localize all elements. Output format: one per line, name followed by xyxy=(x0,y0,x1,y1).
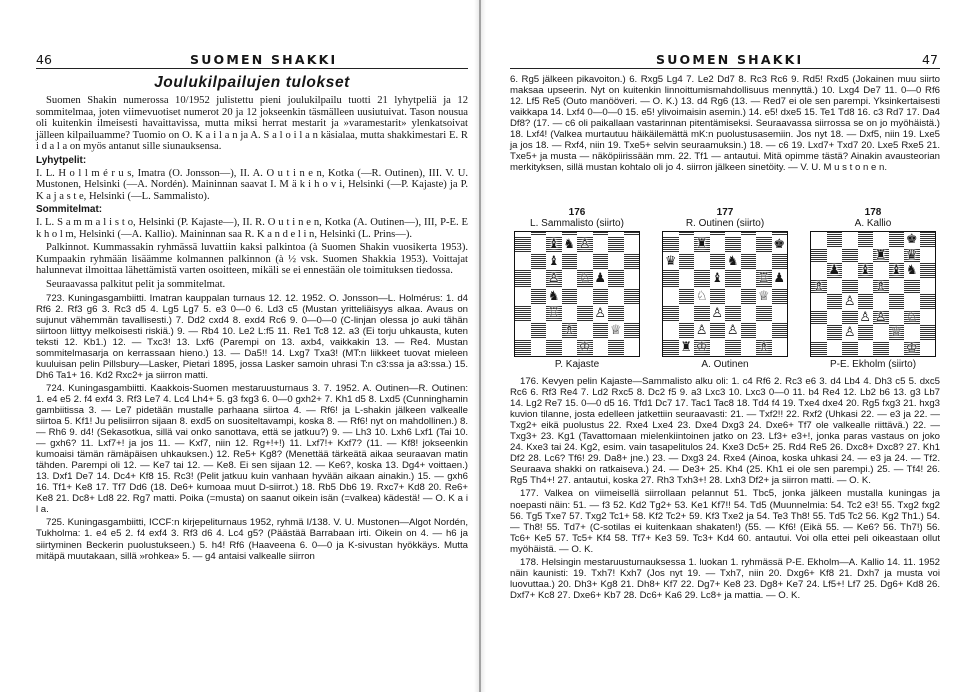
board-square xyxy=(694,339,710,356)
chess-piece-icon: ♙ xyxy=(859,309,872,325)
board-square xyxy=(920,310,936,326)
board-square xyxy=(710,253,726,270)
board-square xyxy=(920,279,936,295)
board-square xyxy=(811,232,827,248)
board-square xyxy=(811,310,827,326)
chess-piece-icon: ♙ xyxy=(874,309,887,325)
palkinnot-paragraph: Palkinnot. Kummassakin ryhmässä luvattiin kaksi palkintoa (à Suomen Shakin vuosikerta 1953). Kumpaakin ryhmään lisäämme kolmannen palkinnon (à ½ vsk. Suomen Shakkia 1953). Voittajat halunnevat ilmoittaa lähettämistä varten osoitteen, mikäli se ei ennestään ole toimituksen tiedossa. xyxy=(36,242,468,277)
board-square xyxy=(546,253,562,270)
chess-piece-icon: ♙ xyxy=(578,237,591,253)
board-square xyxy=(624,236,640,253)
board-square xyxy=(515,322,531,339)
chess-piece-icon: ♘ xyxy=(578,271,591,287)
board-square xyxy=(679,253,695,270)
board-square xyxy=(904,294,920,310)
board-square xyxy=(741,288,757,305)
board-square xyxy=(577,270,593,287)
board-square xyxy=(889,263,905,279)
board-square xyxy=(873,325,889,341)
board-square xyxy=(694,305,710,322)
board-square xyxy=(608,270,624,287)
board-square xyxy=(710,288,726,305)
board-square xyxy=(710,305,726,322)
board-square xyxy=(694,253,710,270)
board-square xyxy=(811,279,827,295)
intro-paragraph: Suomen Shakin numerossa 10/1952 julistettu pieni joulukilpailu tuotti 21 lyhytpeliä ja 12 sommitelmaa, joten viimevuotiset numerot 20 ja 12 jokseenkin täsmälleen uusiutuivat. Tason nousua oli kuitenkin ilmeisesti havaittavissa, mutta miksi herrat mestarit ja »varamestarit» ylenkatsoivat jälleen kilpailuamme? Tuomio on O. K a i l a n ja A. S a l o i l a n käsialaa, mutta shakkimestari E. R i d a l a on myös antanut sille siunauksensa. xyxy=(36,95,468,153)
board-square xyxy=(920,341,936,357)
diagram-176 xyxy=(510,207,644,370)
board-square xyxy=(710,322,726,339)
board-square xyxy=(756,253,772,270)
diagram-178 xyxy=(806,207,940,370)
board-square xyxy=(577,305,593,322)
game-178-notes: 178. Helsingin mestaruusturnauksessa 1. luokan 1. ryhmässä P-E. Ekholm—A. Kallio 14. 11. 1952 näin kaunisti: 19. Txh7! Kxh7 (Jos nyt 19. — Txh7, niin 20. Dxg6+ Kf8 21. Dxh7 ja musta voi luovuttaa.) 20. Dh3+ Kg8 21. Dh8+ Kf7 22. Dg7+ Ke8 23. Dg8+ Ke7 24. Lf5+! Lf7 25. Dg6+ Kd8 26. Dxf7+ Kc8 27. Dxe6+ Kb7 28. Dc6+ Ka6 29. Lc8+ ja mattia. — O. K. xyxy=(510,556,940,601)
diagram-top-player: L. Sammalisto (siirto) xyxy=(530,218,624,229)
board-square xyxy=(624,322,640,339)
board-square xyxy=(842,279,858,295)
board-square xyxy=(725,305,741,322)
board-square xyxy=(827,341,843,357)
board-square xyxy=(577,339,593,356)
board-square xyxy=(562,270,578,287)
article-title: Joulukilpailujen tulokset xyxy=(154,74,350,91)
board-square xyxy=(842,248,858,264)
board-square xyxy=(904,310,920,326)
chess-piece-icon: ♝ xyxy=(859,263,872,279)
chess-piece-icon: ♙ xyxy=(726,322,739,338)
diagram-177 xyxy=(658,207,792,370)
board-square xyxy=(858,279,874,295)
board-square xyxy=(663,305,679,322)
chess-piece-icon: ♔ xyxy=(905,340,918,356)
board-square xyxy=(904,263,920,279)
board-square xyxy=(741,253,757,270)
board-square xyxy=(725,253,741,270)
chess-piece-icon: ♞ xyxy=(905,263,918,279)
board-square xyxy=(624,288,640,305)
board-square xyxy=(741,322,757,339)
board-square xyxy=(624,305,640,322)
board-square xyxy=(858,341,874,357)
board-square xyxy=(608,236,624,253)
board-square xyxy=(663,253,679,270)
chess-piece-icon: ♔ xyxy=(578,339,591,355)
game-724: 724. Kuningasgambiitti. Kaakkois-Suomen mestaruusturnaus 3. 7. 1952. A. Outinen—R. Outinen: 1. e4 e5 2. f4 exf4 3. Rf3 Le7 4. Lc4 Lh4+ 5. g3 fxg3 6. 0—0 gxh2+ 7. Kh1 d5 8. Lxd5 (Cunninghamin gambiitissa 3. — Le7 pidetään mustalle parhaana siirtoa 4. — Rf6! ja L-shakin jälkeen valkealle siirtoa 5. Kf1! Ju pelisiirron sijaan 8. exd5 on suositeltavampi, koska 8. — Rf6! nyt on mahdollinen.) 8. — Rh6 9. d4! (Sekasotkua, sillä vai onko sanottava, että se jatkuu?) 9. — Lh3 10. Lxh6 Lxf1 (Tai 10. — gxh6? 11. Lxf7+! ja jos 11. — Kxf7, niin 12. Rg+!+!) 11. Lxf7!+ Kxf7? (11. — Kf8! jokseenkin kumoaisi tämän rämäpäisen uhkauksen.) 12. Re5+ Kg8? (Menettää tärkeätä aikaa seuraavan matin tähden. Parempi oli 12. — Ke7 tai 12. — Ke8. Ei sen sijaan 12. — Ke6?, koska 13. Dg4+ voittaen.) 13. Dxf1 De7 14. Dc4+ Kf8 15. Rc3! (Pelit jatkuu kuin vanhaan hyvään aikaan ainakin.) 15. — gxh6 16. Tf1+ Ke8 17. Tf7 Dd6 (18. De6+ kumoaa muut D-siirrot.) 18. Rb5 Db6 19. Rxc7+ Kd8 20. Re6+ Ke8 21. Dc8+ Ld8 22. Rg7 matti. Poika (=musta) on saanut oikein isän (=valkea) kädestä! — O. K a i l a. xyxy=(36,382,468,516)
board-square xyxy=(546,305,562,322)
board-square xyxy=(679,305,695,322)
chess-piece-icon: ♙ xyxy=(843,294,856,310)
board-square xyxy=(873,341,889,357)
left-running-head: SUOMEN SHAKKI xyxy=(190,52,338,67)
board-square xyxy=(756,270,772,287)
board-square xyxy=(593,253,609,270)
board-square xyxy=(858,325,874,341)
chess-board xyxy=(810,231,936,357)
chess-piece-icon: ♗ xyxy=(812,278,825,294)
board-square xyxy=(562,339,578,356)
diagram-number: 176 xyxy=(568,207,586,218)
board-square xyxy=(873,263,889,279)
board-square xyxy=(562,305,578,322)
board-square xyxy=(694,270,710,287)
right-page-number: 47 xyxy=(922,52,938,67)
board-square xyxy=(725,322,741,339)
board-square xyxy=(858,232,874,248)
board-square xyxy=(562,253,578,270)
board-square xyxy=(920,325,936,341)
board-square xyxy=(694,322,710,339)
right-running-head: SUOMEN SHAKKI xyxy=(656,52,804,67)
board-square xyxy=(710,236,726,253)
board-square xyxy=(577,253,593,270)
chess-piece-icon: ♝ xyxy=(547,237,560,253)
board-square xyxy=(842,294,858,310)
board-square xyxy=(531,322,547,339)
right-header-rule xyxy=(510,68,940,69)
board-square xyxy=(827,279,843,295)
board-square xyxy=(531,305,547,322)
lyhytpelit-results: I. L. H o l l m é r u s, Imatra (O. Jonsson—), II. A. O u t i n e n, Kotka (—R. Outinen), III. V. U. Mustonen, Helsinki (—A. Nordén). Maininnan saavat I. M ä k i h o v i, Helsinki (—P. Kajaste) ja P. K a j a s t e, Helsinki (—L. Sammalisto). xyxy=(36,167,468,202)
board-square xyxy=(593,339,609,356)
board-square xyxy=(608,305,624,322)
board-square xyxy=(889,294,905,310)
left-text-column xyxy=(36,74,468,564)
chess-piece-icon: ♟ xyxy=(828,263,841,279)
chess-piece-icon: ♙ xyxy=(843,325,856,341)
chess-piece-icon: ♙ xyxy=(695,322,708,338)
chess-piece-icon: ♙ xyxy=(547,271,560,287)
board-square xyxy=(756,288,772,305)
board-square xyxy=(515,270,531,287)
chess-piece-icon: ♚ xyxy=(905,232,918,248)
board-square xyxy=(920,263,936,279)
chess-piece-icon: ♘ xyxy=(695,288,708,304)
diagram-number: 177 xyxy=(716,207,734,218)
board-square xyxy=(811,263,827,279)
board-square xyxy=(889,310,905,326)
board-square xyxy=(694,236,710,253)
board-square xyxy=(515,253,531,270)
right-bottom-column xyxy=(510,376,940,603)
chess-piece-icon: ♗ xyxy=(874,278,887,294)
board-square xyxy=(756,339,772,356)
chess-piece-icon: ♙ xyxy=(711,305,724,321)
board-square xyxy=(562,236,578,253)
board-square xyxy=(663,236,679,253)
chess-piece-icon: ♕ xyxy=(757,288,770,304)
chess-piece-icon: ♔ xyxy=(695,339,708,355)
board-square xyxy=(725,288,741,305)
board-square xyxy=(663,322,679,339)
chess-piece-icon: ♗ xyxy=(757,339,770,355)
chess-piece-icon: ♙ xyxy=(594,305,607,321)
diagram-bottom-player: P. Kajaste xyxy=(554,359,600,370)
chess-piece-icon: ♟ xyxy=(594,271,607,287)
chess-board xyxy=(514,231,640,357)
board-square xyxy=(904,341,920,357)
chess-piece-icon: ♖ xyxy=(757,271,770,287)
board-square xyxy=(842,263,858,279)
board-square xyxy=(873,232,889,248)
diagram-top-player: R. Outinen (siirto) xyxy=(685,218,765,229)
board-square xyxy=(679,270,695,287)
board-square xyxy=(546,288,562,305)
sommitelmat-label: Sommitelmat: xyxy=(36,204,103,216)
chess-piece-icon: ♕ xyxy=(609,322,622,338)
board-square xyxy=(889,341,905,357)
board-square xyxy=(772,270,788,287)
board-square xyxy=(608,322,624,339)
game-723: 723. Kuningasgambiitti. Imatran kauppalan turnaus 12. 12. 1952. O. Jonsson—L. Holmérus: 1. d4 Rf6 2. Rf3 g6 3. Rc3 d5 4. Lg5 Lg7 5. e3 0—0 6. Ld3 c5 (Mustan yritteliäisyys alkaa. Avaus on sujunut vähemmän tavallisesti.) 7. Dd2 cxd4 8. exd4 Rc6 9. 0—0—0 (C-linjan olessa jo auki tähän siirtoon liittyy melkoisesti riskiä.) 9. — Rb4 10. Le2 L:f5 11. Re1 Tc8 12. a3 (Ei torju uhkausta, kuten teksti 12. Kb1.) 12. — Txc3! 13. Lxf6 (Parempi on 13. axb4, vaikkakin 13. — Re4. Mustan sommitelmasarja on kerrassaan hieno.) 13. — Da5!! 14. Lxg7 Txa3! (MT:n liikkeet tuovat mieleen kuuluisan pelin Pillsbury—Lasker, Pietari 1895, jossa Lasker samoin uhrasi T:n c3:ssa ja a3:ssa.) 15. Dh6 Ta1+ 16. Kd2 Rxc2+ ja siirron matti. xyxy=(36,292,468,381)
board-square xyxy=(842,310,858,326)
board-square xyxy=(842,232,858,248)
board-square xyxy=(515,339,531,356)
board-square xyxy=(858,248,874,264)
board-square xyxy=(515,236,531,253)
board-square xyxy=(624,339,640,356)
board-square xyxy=(920,294,936,310)
board-square xyxy=(772,339,788,356)
chess-piece-icon: ♝ xyxy=(547,254,560,270)
board-square xyxy=(608,288,624,305)
seuraavassa-paragraph: Seuraavassa palkitut pelit ja sommitelmat. xyxy=(46,278,226,290)
board-square xyxy=(811,341,827,357)
board-square xyxy=(811,325,827,341)
diagram-top-player: A. Kallio xyxy=(854,218,892,229)
board-square xyxy=(577,288,593,305)
board-square xyxy=(725,270,741,287)
board-square xyxy=(858,294,874,310)
board-square xyxy=(772,322,788,339)
board-square xyxy=(624,253,640,270)
board-square xyxy=(577,322,593,339)
board-square xyxy=(663,339,679,356)
board-square xyxy=(873,294,889,310)
board-square xyxy=(531,253,547,270)
board-square xyxy=(679,339,695,356)
board-square xyxy=(546,236,562,253)
board-square xyxy=(679,236,695,253)
board-square xyxy=(772,288,788,305)
board-square xyxy=(811,248,827,264)
chess-piece-icon: ♗ xyxy=(563,322,576,338)
board-square xyxy=(772,305,788,322)
board-square xyxy=(904,232,920,248)
chess-piece-icon: ♝ xyxy=(711,271,724,287)
board-square xyxy=(663,288,679,305)
diagram-number: 178 xyxy=(864,207,882,218)
board-square xyxy=(858,310,874,326)
board-square xyxy=(873,248,889,264)
board-square xyxy=(515,305,531,322)
board-square xyxy=(710,339,726,356)
board-square xyxy=(608,339,624,356)
chess-piece-icon: ♛ xyxy=(905,247,918,263)
board-square xyxy=(920,232,936,248)
board-square xyxy=(593,270,609,287)
board-square xyxy=(577,236,593,253)
board-square xyxy=(756,305,772,322)
board-square xyxy=(710,270,726,287)
diagram-bottom-player: P-E. Ekholm (siirto) xyxy=(829,359,917,370)
game-176-notes: 176. Kevyen pelin Kajaste—Sammalisto alku oli: 1. c4 Rf6 2. Rc3 e6 3. d4 Lb4 4. Dh3 c5 5. dxc5 Rc6 6. Rf3 Re4 7. Ld2 Rxc5 8. Dc2 f5 9. a3 Lxc3 10. Lxc3 0—0 11. b4 Re4 12. Lb2 b6 13. g3 Lb7 14. Lg2 Re7 15. 0—0 d5 16. Tfd1 Dc7 17. Tac1 Tac8 18. Td4 f4 19. Txe4 dxe4 20. Rg5 fxg3 21. hxg3 kuvion tilanne, josta edelleen jatkettiin seuraavasti: 21. — Txf2!! 22. Rxf2 (Uhkasi 22. — e3 ja 22. — Txg2+ eikä puolustus 22. Rxe4 Lxe4 23. Dxe4 Dxg3 24. Dxe6+ Tf7 ole valkealle riittävä.) 22. — Txg3+ 23. Kg1 (Tavattomaan mielenkiintoinen jatko on 23. Lf3+ e3+!, jonka paras vastaus on joko 24. Kxe3 tai 24. Kg2, esim. vain tasapelitulos 24. Kxe3 Dc5+ 25. Rd4 Re5 26. Dxc8+ Dxc8? 27. Kh1 Df2 28. Lc6? Tf6! 29. Da8+ jne.) 23. — Dxg3 24. Rxe4 (Ainoa, koska uhkasi 24. — e3 ja 24. — Tf2. Seuraava shakki on ratkaiseva.) 24. — De3+ 25. Kh4 (25. Kh1 ei ole sen parempi.) 25. — Tf4! 26. Rg5 Th4+! 27. antautui, koska 27. Rh3 Txh3+! 28. Lxh3 Df2+ ja siirron matti. — O. K. xyxy=(510,376,940,487)
board-square xyxy=(756,236,772,253)
board-square xyxy=(904,279,920,295)
board-square xyxy=(889,248,905,264)
board-square xyxy=(679,288,695,305)
board-square xyxy=(920,248,936,264)
chess-piece-icon: ♖ xyxy=(547,305,560,321)
board-square xyxy=(889,232,905,248)
chess-piece-icon: ♛ xyxy=(664,254,677,270)
board-square xyxy=(741,305,757,322)
board-square xyxy=(827,310,843,326)
board-square xyxy=(531,236,547,253)
board-square xyxy=(679,322,695,339)
board-square xyxy=(593,288,609,305)
board-square xyxy=(889,325,905,341)
board-square xyxy=(827,248,843,264)
board-square xyxy=(624,270,640,287)
chess-piece-icon: ♞ xyxy=(547,288,560,304)
board-square xyxy=(827,263,843,279)
chess-piece-icon: ♕ xyxy=(890,325,903,341)
left-page-number: 46 xyxy=(36,52,52,67)
chess-piece-icon: ♝ xyxy=(890,263,903,279)
board-square xyxy=(772,236,788,253)
board-square xyxy=(562,288,578,305)
chess-piece-icon: ♞ xyxy=(563,237,576,253)
lyhytpelit-label: Lyhytpelit: xyxy=(36,154,87,166)
board-square xyxy=(827,294,843,310)
board-square xyxy=(842,325,858,341)
board-square xyxy=(873,279,889,295)
board-square xyxy=(772,253,788,270)
board-square xyxy=(663,270,679,287)
board-square xyxy=(562,322,578,339)
board-square xyxy=(515,288,531,305)
left-page xyxy=(0,0,476,692)
board-square xyxy=(741,270,757,287)
board-square xyxy=(889,279,905,295)
chess-piece-icon: ♞ xyxy=(726,254,739,270)
board-square xyxy=(531,270,547,287)
board-square xyxy=(694,288,710,305)
chess-piece-icon: ♜ xyxy=(874,247,887,263)
chess-piece-icon: ♚ xyxy=(773,237,786,253)
board-square xyxy=(741,339,757,356)
board-square xyxy=(531,339,547,356)
board-square xyxy=(593,305,609,322)
diagram-bottom-player: A. Outinen xyxy=(701,359,749,370)
board-square xyxy=(608,253,624,270)
chess-piece-icon: ♜ xyxy=(680,339,693,355)
board-square xyxy=(546,322,562,339)
board-square xyxy=(842,341,858,357)
board-square xyxy=(725,339,741,356)
right-page xyxy=(486,0,960,692)
board-square xyxy=(725,236,741,253)
board-square xyxy=(593,322,609,339)
game-725-continuation: 6. Rg5 jälkeen pikavoiton.) 6. Rxg5 Lg4 7. Le2 Dd7 8. Rc3 Rc6 9. Rd5! Rxd5 (Jokainen muu siirto maksaa upseerin. Nyt on kuitenkin linnoittumismahdollisuus mennyttä.) 10. Lxg4 De7 11. 0—0 Rf6 12. Lf5 Re5 (Outo manööveri. — O. K.) 13. d4 Rg6 (13. — Red7 ei ole sen parempi. Yksinkertaisesti vaikkapa 14. Lxf4 0—0—0 15. e5! ylivoimaisin asemin.) 14. e5! dxe5 15. Te1 Td8 16. c3 Rd7 17. Da4 Df8? (17. — c6 oli paikallaan vastarinnan pitentämiseksi. Seuraavassa siirrossa se on jo myöhäistä.) 18. Lxf4! (Valkea murtautuu häikäilemättä mK:n puolustusasemiin. Jos nyt 18. — Dxf5, niin 19. Lxe5 ja jos 18. — Rxf4, niin 19. Txe5+ selvin seuraamuksin.) 18. — c6 19. Lxd7+ Txd7 20. Lxe5 Rxe5 21. Txe5+ ja musta — näköpiirissään mm. 22. Tf1 — antautui. Mitä opimme tästä? Ainakin avausteorian merkityksen, sillä mustan kohtalo oli jo 4. siirron jälkeen sinetöity. — V. U. M u s t o n e n. xyxy=(510,74,940,174)
chess-piece-icon: ♜ xyxy=(695,237,708,253)
board-square xyxy=(904,325,920,341)
game-725: 725. Kuningasgambiitti, ICCF:n kirjepeliturnaus 1952, ryhmä I/138. V. U. Mustonen—Algot Nordén, Tukholma: 1. e4 e5 2. f4 exf4 3. Rf3 d6 4. Lc4 g5? (Päästää Barrabaan irti. Oikein on 4. — h6 ja siirtyminen Beckerin puolustukseen.) 5. h4! Rf6 (Haaveena 6. 0—0 ja K-sivustan hyökkäys. Mutta mitäpä muutakaan, sillä »rohkea» 5. — g4 antaisi valkealle siirron xyxy=(36,517,468,562)
right-top-column xyxy=(510,74,940,175)
board-square xyxy=(531,288,547,305)
board-square xyxy=(593,236,609,253)
board-square xyxy=(756,322,772,339)
chess-board xyxy=(662,231,788,357)
board-square xyxy=(904,248,920,264)
sommitelmat-results: I. L. S a m m a l i s t o, Helsinki (P. Kajaste—), II. R. O u t i n e n, Kotka (A. Outinen—), III, P-E. E k h o l m, Helsinki (—A. Kallio). Maininnan saa R. K a n d e l i n, Helsinki (L. Prins—). xyxy=(36,216,468,240)
chess-piece-icon: ♟ xyxy=(773,271,786,287)
board-square xyxy=(546,339,562,356)
board-square xyxy=(827,325,843,341)
game-177-notes: 177. Valkea on viimeisellä siirrollaan pelannut 51. Tbc5, jonka jälkeen mustalla kuningas ja noepasti näin: 51. — f3 52. Kd2 Tg2+ 53. Ke1 Kf7!! 54. Td5 (Muunnelmia: 54. Tc2 e3! 55. Txg2 fxg2 56. Tg5 Txe7 57. Txg2 Tc1+ 58. Kf2 Tc2+ 59. Kf3 Txe2 ja 54. Te3 Th8! 55. Td5 Tc2 56. Kg2 Th1.) 54. — Th8! 55. Td7+ (C-sotilas ei kuitenkaan shakaten!) (55. — Kf6! (Eikä 55. — Ke6? 56. Th7!) 56. Tc6+ Ke5 57. Tc5+ Kf4 58. Tf7+ Ke3 59. Tc3+ Kd4 60. antautui. Voi olla ettei peli oikeastaan ollut myöhäistä. — O. K. xyxy=(510,488,940,555)
book-gutter xyxy=(474,0,486,692)
board-square xyxy=(858,263,874,279)
left-header-rule xyxy=(36,68,468,69)
board-square xyxy=(827,232,843,248)
board-square xyxy=(741,236,757,253)
board-square xyxy=(811,294,827,310)
chess-piece-icon: ♘ xyxy=(905,309,918,325)
board-square xyxy=(873,310,889,326)
board-square xyxy=(546,270,562,287)
